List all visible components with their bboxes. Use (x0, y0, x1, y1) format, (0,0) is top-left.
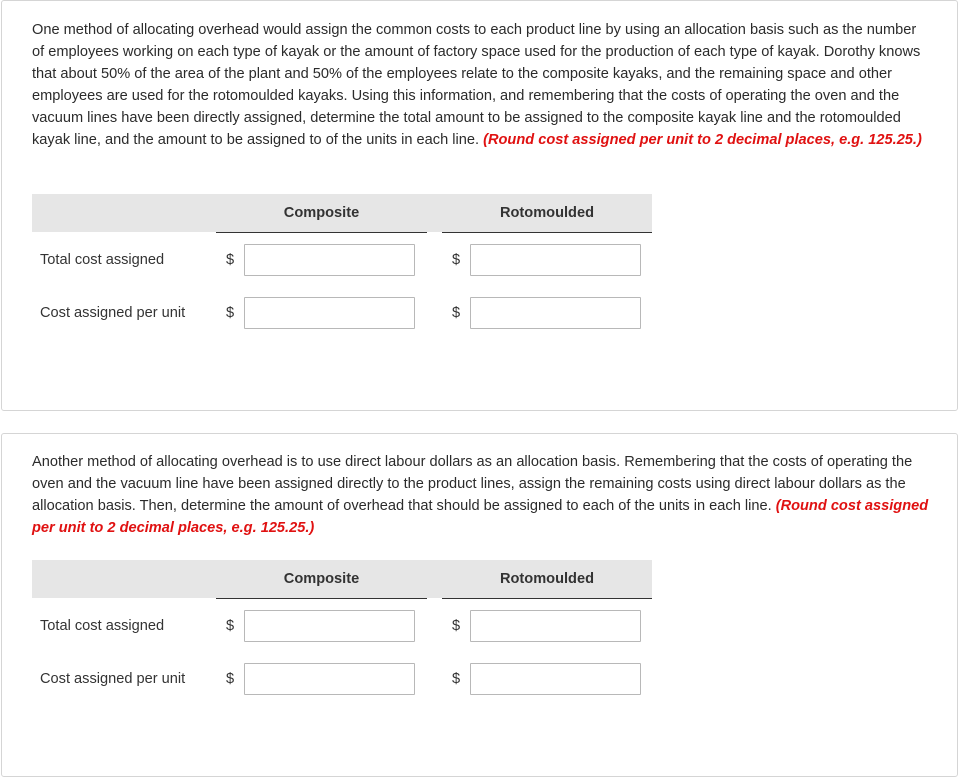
question-body-1: One method of allocating overhead would assign the common costs to each product line by using an allocation basis such as the number of employees working on each type of kayak or the amount of factory space used for the production of each type of kayak. Dorothy knows that about 50% of the area of the plant and 50% of the employees relate to the composite kayaks, and the remaining space and other employees are used for the rotomoulded kayaks. Using this information, and remembering that the costs of operating the oven and the vacuum lines have been directly assigned, determine the total amount to be assigned to the composite kayak line and the rotomoulded kayak line, and the amount to be assigned to of the units in each line. (32, 22, 921, 148)
question-text-1 (32, 19, 932, 151)
row-label-total-cost: Total cost assigned (40, 252, 165, 268)
rotomoulded-cost-per-unit-input[interactable] (470, 663, 641, 695)
currency-symbol: $ (226, 305, 235, 321)
question-body-2: Another method of allocating overhead is to use direct labour dollars as an allocation basis. Remembering that the costs of operating the oven and the vacuum line have been assigned directly to the product lines, assign the remaining costs using direct labour dollars as the allocation basis. Then, determine the amount of overhead that should be assigned to each of the units in each line. (32, 454, 913, 514)
answer-table-1 (32, 194, 654, 344)
rotomoulded-cost-per-unit-input[interactable] (470, 297, 641, 329)
question-card-1 (1, 0, 958, 411)
currency-symbol: $ (226, 671, 235, 687)
column-header-rotomoulded: Rotomoulded (442, 560, 652, 599)
currency-symbol: $ (226, 618, 235, 634)
composite-cost-per-unit-input[interactable] (244, 663, 415, 695)
rotomoulded-total-cost-input[interactable] (470, 610, 641, 642)
currency-symbol: $ (452, 305, 461, 321)
column-header-composite: Composite (216, 194, 427, 233)
currency-symbol: $ (226, 252, 235, 268)
row-label-cost-per-unit: Cost assigned per unit (40, 671, 186, 687)
column-header-composite: Composite (216, 560, 427, 599)
currency-symbol: $ (452, 671, 461, 687)
rounding-hint-2: (Round cost assigned per unit to 2 decimal places, e.g. 125.25.) (32, 498, 929, 536)
row-label-cost-per-unit: Cost assigned per unit (40, 305, 186, 321)
row-label-total-cost: Total cost assigned (40, 618, 165, 634)
question-text-2 (32, 451, 932, 539)
composite-total-cost-input[interactable] (244, 610, 415, 642)
composite-cost-per-unit-input[interactable] (244, 297, 415, 329)
rotomoulded-total-cost-input[interactable] (470, 244, 641, 276)
column-header-rotomoulded: Rotomoulded (442, 194, 652, 233)
currency-symbol: $ (452, 252, 461, 268)
composite-total-cost-input[interactable] (244, 244, 415, 276)
question-card-2 (1, 433, 958, 777)
rounding-hint-1: (Round cost assigned per unit to 2 decimal places, e.g. 125.25.) (483, 132, 922, 148)
answer-table-2 (32, 560, 654, 710)
currency-symbol: $ (452, 618, 461, 634)
